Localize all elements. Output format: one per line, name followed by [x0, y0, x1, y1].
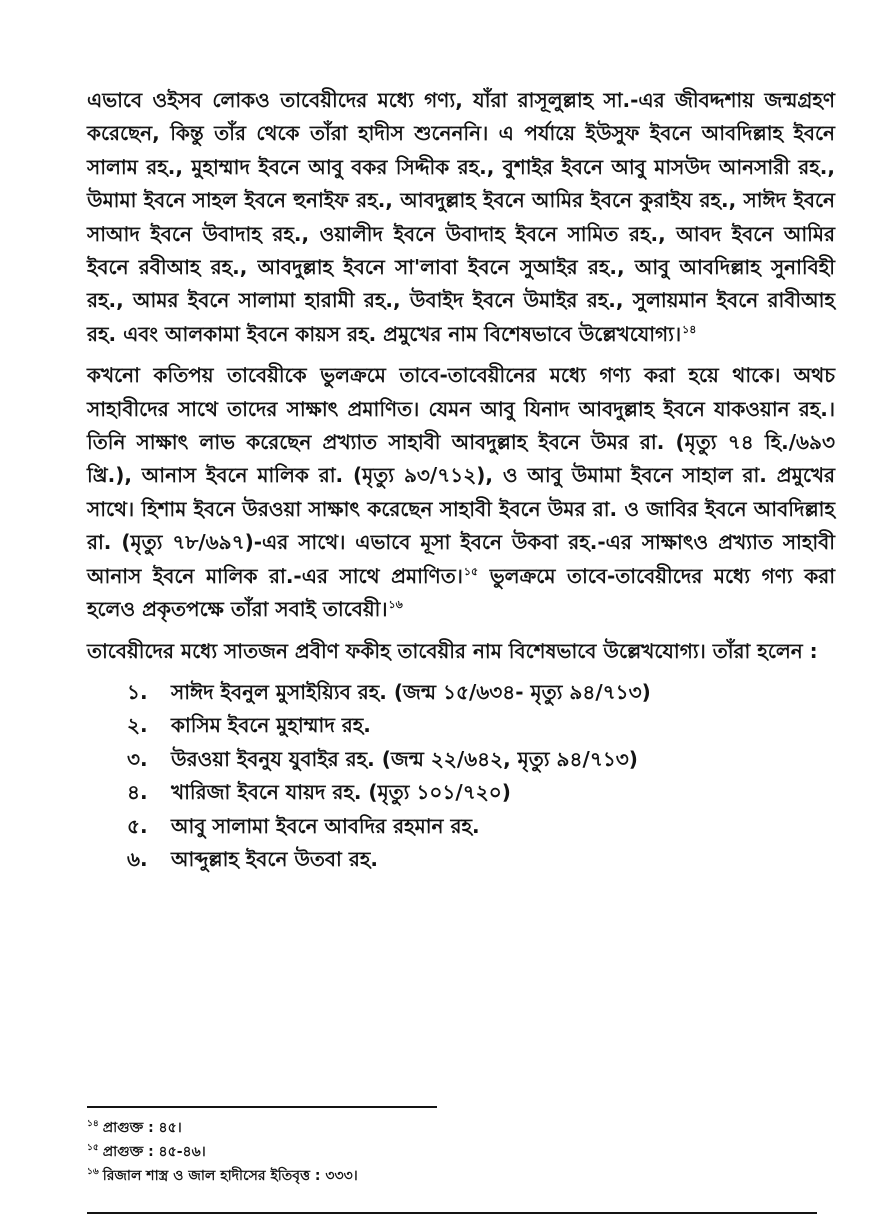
paragraph-text-continued: ভুলক্রমে তাবে-তাবেয়ীদের মধ্যে গণ্য করা হলেও প্রকৃতপক্ষে তাঁরা সবাই তাবেয়ী।	[87, 563, 835, 622]
footnote-mark: ১৪	[87, 1119, 99, 1130]
paragraph-seven-jurists-intro	[87, 635, 835, 668]
list-number: ৪.	[127, 780, 148, 805]
footnote-divider	[87, 1106, 437, 1108]
list-item	[127, 843, 835, 876]
paragraph-text: কখনো কতিপয় তাবেয়ীকে ভুলক্রমে তাবে-তাবেয়ীনের মধ্যে গণ্য করা হয়ে থাকে। অথচ সাহাবীদের সাথে তাদের সাক্ষাৎ প্রমাণিত। যেমন আবু যিনাদ আবদুল্লাহ ইবনে যাকওয়ান রহ.। তিনি সাক্ষাৎ লাভ করেছেন প্রখ্যাত সাহাবী আবদুল্লাহ ইবনে উমর রা. (মৃত্যু ৭৪ হি./৬৯৩ খ্রি.), আনাস ইবনে মালিক রা. (মৃত্যু ৯৩/৭১২), ও আবু উমামা ইবনে সাহাল রা. প্রমুখের সাথে। হিশাম ইবনে উরওয়া সাক্ষাৎ করেছেন সাহাবী ইবনে উমর রা. ও জাবির ইবনে আবদিল্লাহ রা. (মৃত্যু ৭৮/৬৯৭)-এর সাথে। এভাবে মূসা ইবনে উকবা রহ.-এর সাক্ষাৎও প্রখ্যাত সাহাবী আনাস ইবনে মালিক রা.-এর সাথে প্রমাণিত।	[87, 363, 835, 588]
footnotes	[87, 1116, 787, 1188]
list-item	[127, 776, 835, 809]
list-text: উরওয়া ইবনুয যুবাইর রহ. (জন্ম ২২/৬৪২, মৃত্যু ৯৪/৭১৩)	[171, 746, 638, 771]
list-text: আবু সালামা ইবনে আবদির রহমান রহ.	[171, 813, 480, 838]
list-number: ৩.	[127, 746, 148, 771]
list-number: ১.	[127, 679, 148, 704]
footnote	[87, 1116, 787, 1140]
paragraph-text: এভাবে ওইসব লোকও তাবেয়ীদের মধ্যে গণ্য, যাঁরা রাসূলুল্লাহ সা.-এর জীবদ্দশায় জন্মগ্রহণ করেছেন, কিন্তু তাঁর থেকে তাঁরা হাদীস শুনেননি। এ পর্যায়ে ইউসুফ ইবনে আবদিল্লাহ ইবনে সালাম রহ., মুহাম্মাদ ইবনে আবু বকর সিদ্দীক রহ., বুশাইর ইবনে আবু মাসউদ আনসারী রহ., উমামা ইবনে সাহল ইবনে হুনাইফ রহ., আবদুল্লাহ ইবনে আমির ইবনে কুরাইয রহ., সাঈদ ইবনে সাআদ ইবনে উবাদাহ রহ., ওয়ালীদ ইবনে উবাদাহ ইবনে সামিত রহ., আবদ ইবনে আমির ইবনে রবীআহ রহ., আবদুল্লাহ ইবনে সা'লাবা ইবনে সুআইর রহ., আবু আবদিল্লাহ সুনাবিহী রহ., আমর ইবনে সালামা হারামী রহ., উবাইদ ইবনে উমাইর রহ., সুলায়মান ইবনে রাবীআহ রহ. এবং আলকামা ইবনে কায়স রহ. প্রমুখের নাম বিশেষভাবে উল্লেখযোগ্য।	[87, 88, 835, 346]
list-number: ২.	[127, 713, 148, 738]
paragraph-tabeyi-definition	[87, 84, 835, 351]
list-text: খারিজা ইবনে যায়দ রহ. (মৃত্যু ১০১/৭২০)	[171, 780, 511, 805]
list-item	[127, 810, 835, 843]
footnote-text: প্রাগুক্ত : ৪৫।	[102, 1120, 182, 1136]
footnote-mark: ১৫	[87, 1143, 99, 1154]
list-number: ৫.	[127, 813, 148, 838]
footnote-ref: ১৪	[682, 323, 697, 337]
page-bottom-rule	[87, 1212, 817, 1214]
footnote-mark: ১৬	[87, 1167, 99, 1178]
list-item	[127, 676, 835, 709]
paragraph-misclassification	[87, 359, 835, 626]
list-text: সাঈদ ইবনুল মুসাইয়্যিব রহ. (জন্ম ১৫/৬৩৪- মৃত্যু ৯৪/৭১৩)	[171, 679, 651, 704]
list-number: ৬.	[127, 846, 148, 871]
footnote	[87, 1164, 787, 1188]
jurists-list	[87, 676, 835, 876]
list-text: কাসিম ইবনে মুহাম্মাদ রহ.	[171, 713, 371, 738]
footnote	[87, 1140, 787, 1164]
list-text: আব্দুল্লাহ ইবনে উতবা রহ.	[171, 846, 378, 871]
footnote-ref: ১৬	[388, 598, 403, 612]
paragraph-text: তাবেয়ীদের মধ্যে সাতজন প্রবীণ ফকীহ তাবেয়ীর নাম বিশেষভাবে উল্লেখযোগ্য। তাঁরা হলেন :	[87, 638, 818, 663]
footnote-text: প্রাগুক্ত : ৪৫-৪৬।	[102, 1144, 206, 1160]
footnote-ref: ১৫	[463, 565, 479, 579]
footnote-text: রিজাল শাস্ত্র ও জাল হাদীসের ইতিবৃত্ত : ৩৩৩।	[102, 1168, 358, 1184]
body-text	[87, 84, 835, 876]
list-item	[127, 709, 835, 742]
list-item	[127, 743, 835, 776]
